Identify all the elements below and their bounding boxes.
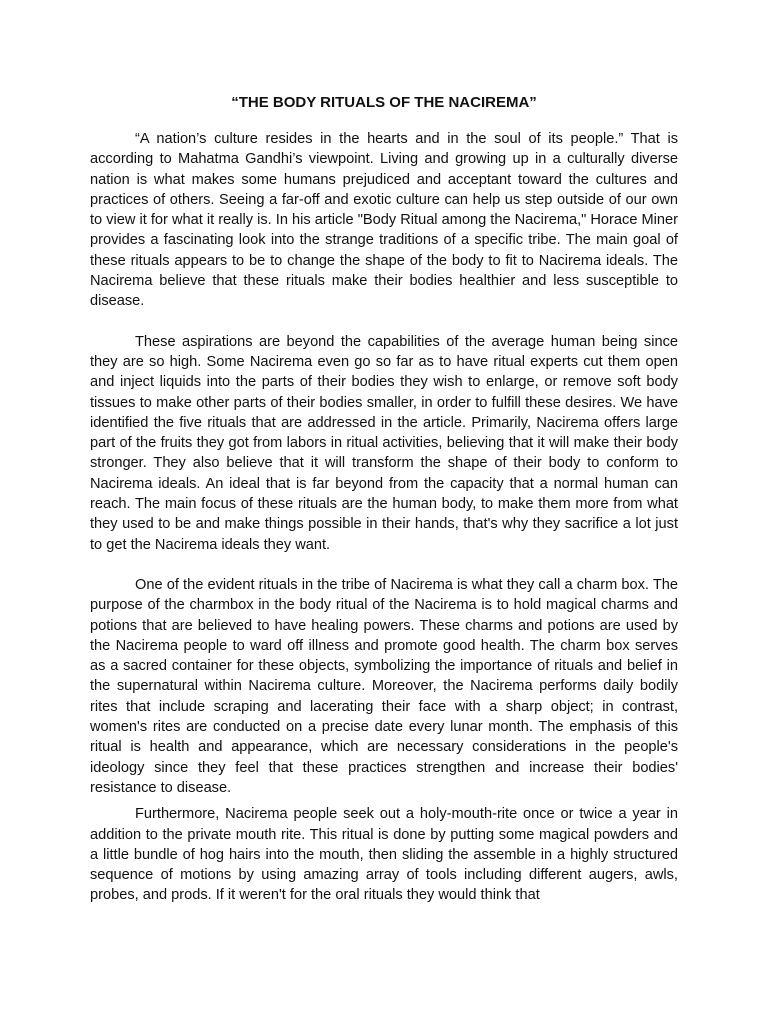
document-title: “THE BODY RITUALS OF THE NACIREMA” <box>231 94 537 111</box>
paragraph-1: “A nation’s culture resides in the hearts and in the soul of its people.” That is according to Mahatma Gandhi’s viewpoint. Living and growing up in a culturally diverse nation is what makes some humans prejudiced and acceptant toward the cultures and practices of others. Seeing a far-off and exotic culture can help us step outside of our own to view it for what it really is. In his article "Body Ritual among the Nacirema," Horace Miner provides a fascinating look into the strange traditions of a specific tribe. The main goal of these rituals appears to be to change the shape of the body to fit to Nacirema ideals. The Nacirema believe that these rituals make their bodies healthier and less susceptible to disease. <box>90 131 678 310</box>
paragraph-2: These aspirations are beyond the capabilities of the average human being since they are so high. Some Nacirema even go so far as to have ritual experts cut them open and inject liquids into the parts of their bodies they wish to enlarge, or remove soft body tissues to make other parts of their bodies smaller, in order to fulfill these desires. We have identified the five rituals that are addressed in the article. Primarily, Nacirema offers large part of the fruits they got from labors in ritual activities, believing that it will make their body stronger. They also believe that it will transform the shape of their body to conform to Nacirema ideals. An ideal that is far beyond from the capacity that a normal human can reach. The main focus of these rituals are the human body, to make them more from what they used to be and make things possible in their hands, that's why they sacrifice a lot just to get the Nacirema ideals they want. <box>90 333 678 553</box>
paragraph-4: Furthermore, Nacirema people seek out a holy-mouth-rite once or twice a year in addition to the private mouth rite. This ritual is done by putting some magical powders and a little bundle of hog hairs into the mouth, then sliding the assemble in a highly structured sequence of motions by using amazing array of tools including different augers, awls, probes, and prods. If it weren't for the oral rituals they would think that <box>90 806 678 904</box>
document-body <box>90 129 678 906</box>
paragraph-3: One of the evident rituals in the tribe of Nacirema is what they call a charm box. The purpose of the charmbox in the body ritual of the Nacirema is to hold magical charms and potions that are believed to have healing powers. These charms and potions are used by the Nacirema people to ward off illness and promote good health. The charm box serves as a sacred container for these objects, symbolizing the importance of rituals and belief in the supernatural within Nacirema culture. Moreover, the Nacirema performs daily bodily rites that include scraping and lacerating their face with a sharp object; in contrast, women's rites are conducted on a precise date every lunar month. The emphasis of this ritual is health and appearance, which are necessary considerations in the people's ideology since they feel that these practices strengthen and increase their bodies' resistance to disease. <box>90 576 678 796</box>
